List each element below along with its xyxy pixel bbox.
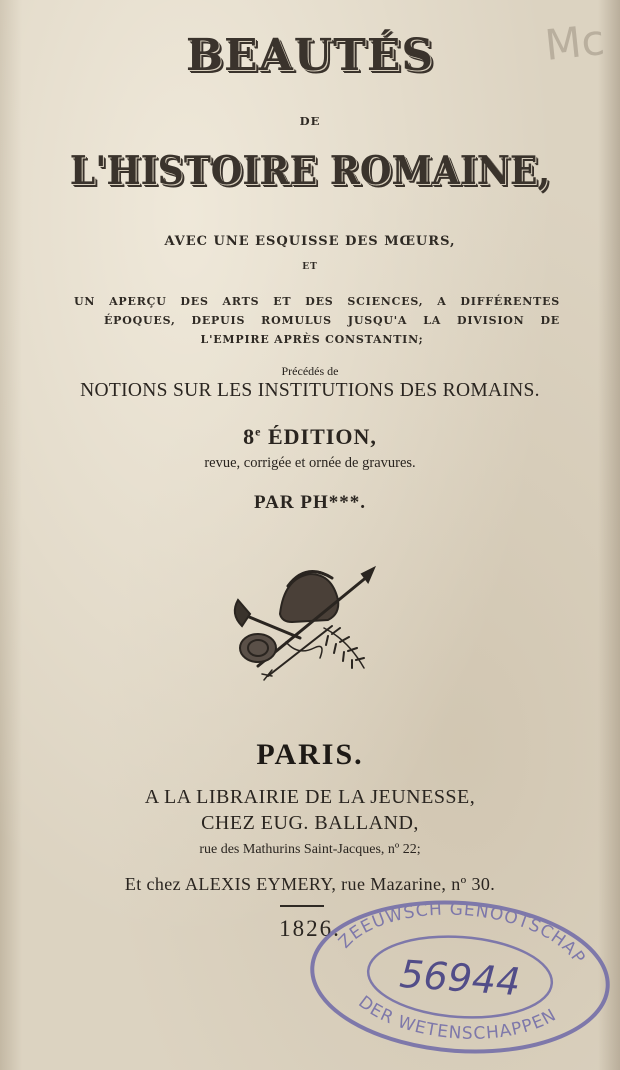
pencil-mark: Mc <box>542 15 607 70</box>
author-line: PAR PH***. <box>253 492 367 513</box>
library-stamp <box>300 895 620 1060</box>
edition-heading <box>0 424 620 450</box>
title-connector: DE <box>299 114 321 128</box>
subtitle-para-line-2: ÉPOQUES, DEPUIS ROMULUS JUSQU'A LA DIVISION DE <box>104 314 560 327</box>
imprint-address: rue des Mathurins Saint-Jacques, nº 22; <box>199 842 421 857</box>
subtitle-et: ET <box>302 262 318 272</box>
imprint-year: 1826. <box>279 916 341 941</box>
imprint-city: PARIS. <box>256 738 364 771</box>
subtitle-line-1: AVEC UNE ESQUISSE DES MŒURS, <box>164 234 456 249</box>
subtitle-para-line-1: UN APERÇU DES ARTS ET DES SCIENCES, A DIFFÉRENTES <box>74 295 560 308</box>
notions-heading: NOTIONS SUR LES INSTITUTIONS DES ROMAINS. <box>80 380 540 401</box>
edition-superscript: e <box>255 424 262 439</box>
stamp-number: 56944 <box>398 951 522 1005</box>
stamp-top-text: ZEEUWSCH GENOOTSCHAP <box>335 899 590 969</box>
precedes-label: Précédés de <box>281 364 339 378</box>
edition-note: revue, corrigée et ornée de gravures. <box>204 455 416 471</box>
edition-word: ÉDITION, <box>261 424 377 449</box>
subtitle-paragraph <box>74 292 560 349</box>
imprint-second-seller: Et chez ALEXIS EYMERY, rue Mazarine, nº 30. <box>124 874 496 894</box>
title-line-1: BEAUTÉS <box>185 30 435 81</box>
title-line-2: L'HISTOIRE ROMAINE, <box>69 148 551 194</box>
subtitle-para-line-3: L'EMPIRE APRÈS CONSTANTIN; <box>200 333 424 346</box>
stamp-bottom-text: DER WETENSCHAPPEN <box>354 992 561 1044</box>
imprint-publisher-2: CHEZ EUG. BALLAND, <box>201 812 419 834</box>
trophy-ornament-icon <box>228 556 380 682</box>
edition-number: 8 <box>243 424 256 449</box>
svg-text:DER WETENSCHAPPEN <box>353 991 562 1050</box>
imprint-publisher-1: A LA LIBRAIRIE DE LA JEUNESSE, <box>144 786 476 808</box>
